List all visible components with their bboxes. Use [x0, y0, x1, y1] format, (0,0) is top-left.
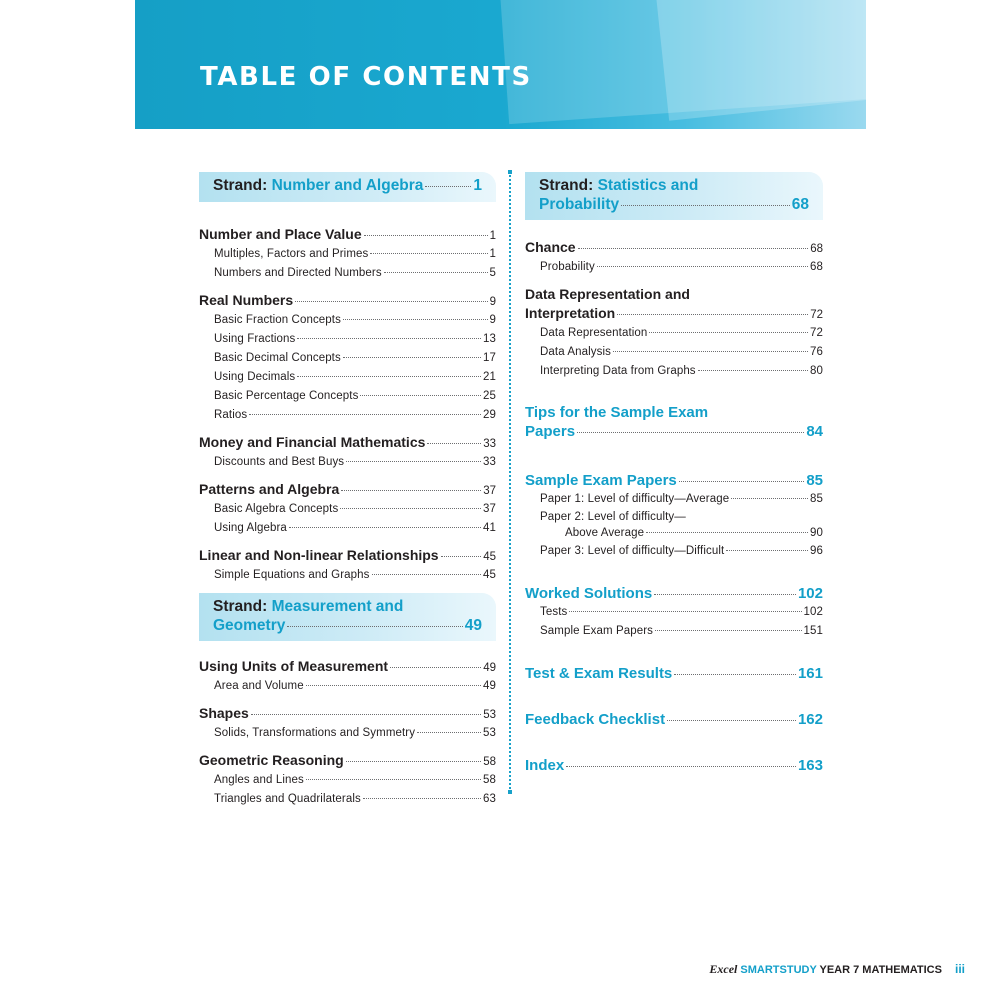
page-footer [709, 962, 965, 977]
spacer [199, 585, 496, 593]
spacer [525, 220, 823, 230]
entry-title: Worked Solutions [525, 585, 653, 602]
toc-subentry[interactable] [199, 264, 496, 283]
page-number: 85 [806, 472, 823, 489]
spacer [525, 729, 823, 756]
leader-dots [726, 550, 808, 551]
toc-subentry[interactable] [199, 500, 496, 519]
page-number: 1 [489, 248, 496, 260]
spacer [525, 381, 823, 403]
entry-title: Sample Exam Papers [525, 472, 677, 489]
strand-statistics-and-probability[interactable] [525, 172, 823, 220]
page-number: 58 [483, 756, 496, 768]
toc-subentry[interactable] [525, 258, 823, 277]
toc-subentry[interactable] [199, 245, 496, 264]
leader-dots [597, 266, 808, 267]
page-number: 37 [483, 503, 496, 515]
leader-dots [613, 351, 808, 352]
spacer [199, 202, 496, 217]
entry-title: Basic Decimal Concepts [214, 352, 341, 364]
entry-title: Ratios [214, 409, 248, 421]
page-number: 5 [489, 267, 496, 279]
entry-title: Multiples, Factors and Primes [214, 248, 369, 260]
leader-dots [731, 498, 808, 499]
leader-dots [679, 481, 805, 482]
strand-name-line2: Geometry [213, 617, 286, 634]
entry-title: Paper 1: Level of difficulty—Average [540, 493, 730, 505]
leader-dots [646, 532, 808, 533]
entry-title: Paper 3: Level of difficulty—Difficult [540, 545, 725, 557]
entry-title-line: Tips for the Sample Exam [525, 404, 709, 421]
entry-title: Angles and Lines [214, 774, 304, 786]
entry-title: Feedback Checklist [525, 711, 666, 728]
entry-title: Probability [540, 261, 595, 273]
entry-title: Basic Fraction Concepts [214, 314, 341, 326]
strand-name-line2: Probability [539, 196, 620, 213]
leader-dots [249, 414, 481, 415]
toc-subentry[interactable] [525, 542, 823, 561]
entry-title: Area and Volume [214, 680, 304, 692]
page-number: 49 [483, 680, 496, 692]
page-number: 53 [483, 709, 496, 721]
banner-sheen-light [644, 0, 866, 121]
leader-dots [617, 314, 808, 315]
entry-title: Interpretation [525, 305, 616, 321]
toc-subentry[interactable] [199, 368, 496, 387]
toc-subentry[interactable] [199, 311, 496, 330]
footer-subject: YEAR 7 MATHEMATICS [819, 964, 942, 976]
page-number: 9 [489, 296, 496, 308]
toc-subentry[interactable] [525, 324, 823, 343]
toc-page [135, 0, 866, 1000]
page-number: 68 [810, 243, 823, 255]
footer-series: SMARTSTUDY [740, 964, 817, 976]
page-number: 162 [797, 711, 823, 728]
toc-subentry[interactable] [525, 343, 823, 362]
page-number: 68 [791, 196, 809, 213]
leader-dots [569, 611, 801, 612]
page-number: 29 [483, 409, 496, 421]
leader-dots [417, 732, 481, 733]
strand-name: Statistics and [597, 177, 699, 194]
entry-title: Using Fractions [214, 333, 296, 345]
toc-subentry[interactable] [525, 362, 823, 381]
page-number: 1 [489, 230, 496, 242]
toc-subentry[interactable] [199, 519, 496, 538]
entry-title: Basic Percentage Concepts [214, 390, 359, 402]
page-number: 33 [483, 438, 496, 450]
right-column [525, 172, 823, 775]
toc-entry-number-and-place-value[interactable] [199, 226, 496, 245]
toc-subentry[interactable] [199, 566, 496, 585]
page-number: 45 [483, 551, 496, 563]
spacer [525, 441, 823, 471]
entry-title [213, 176, 423, 195]
page-number: 53 [483, 727, 496, 739]
entry-title: Shapes [199, 705, 249, 721]
toc-subentry[interactable] [199, 406, 496, 425]
toc-entry-patterns-and-algebra[interactable] [199, 481, 496, 500]
entry-title: Sample Exam Papers [540, 625, 654, 637]
leader-dots [698, 370, 808, 371]
page-number: 96 [810, 545, 823, 557]
toc-entry-feedback-checklist[interactable] [525, 710, 823, 729]
leader-dots [372, 574, 482, 575]
page-number: 102 [797, 585, 823, 602]
entry-title-line: Data Representation and [525, 286, 690, 302]
entry-title: Index [525, 757, 565, 774]
toc-entry-real-numbers[interactable] [199, 292, 496, 311]
page-number: 163 [797, 757, 823, 774]
page-number: 41 [483, 522, 496, 534]
toc-subentry[interactable] [199, 387, 496, 406]
leader-dots [566, 766, 796, 767]
page-number: 90 [810, 527, 823, 539]
entry-title: Basic Algebra Concepts [214, 503, 339, 515]
leader-dots [621, 205, 790, 206]
page-number: 102 [803, 606, 823, 618]
entry-title: Linear and Non-linear Relationships [199, 547, 439, 563]
toc-subentry[interactable] [525, 490, 823, 509]
toc-entry-data-representation[interactable] [525, 286, 823, 324]
strand-measurement-and-geometry[interactable] [199, 593, 496, 641]
page-number: 9 [489, 314, 496, 326]
leader-dots [441, 556, 482, 557]
leader-dots [364, 235, 488, 236]
entry-title: Data Analysis [540, 346, 611, 358]
entry-title: Using Algebra [214, 522, 287, 534]
leader-dots [346, 461, 481, 462]
page-number: 49 [464, 617, 482, 634]
column-divider [509, 172, 511, 792]
toc-subentry-line1: Paper 2: Level of difficulty— [540, 511, 686, 523]
leader-dots [654, 594, 796, 595]
toc-subentry[interactable] [199, 771, 496, 790]
page-number: 21 [483, 371, 496, 383]
toc-entry-linear-relationships[interactable] [199, 547, 496, 566]
spacer [199, 641, 496, 649]
page-title: TABLE OF CONTENTS [200, 62, 532, 92]
entry-title: Simple Equations and Graphs [214, 569, 370, 581]
entry-title: Money and Financial Mathematics [199, 434, 426, 450]
toc-subentry[interactable] [525, 603, 823, 622]
leader-dots [346, 761, 482, 762]
left-column [199, 172, 496, 809]
leader-dots [340, 508, 481, 509]
toc-entry-sample-exam-papers[interactable] [525, 471, 823, 490]
toc-subentry[interactable] [525, 622, 823, 641]
page-number: 37 [483, 485, 496, 497]
entry-title: Geometric Reasoning [199, 752, 344, 768]
page-number: 76 [810, 346, 823, 358]
entry-title: Triangles and Quadrilaterals [214, 793, 361, 805]
entry-title: Solids, Transformations and Symmetry [214, 727, 416, 739]
leader-dots [649, 332, 808, 333]
toc-entry-geometric-reasoning[interactable] [199, 752, 496, 771]
leader-dots [341, 490, 481, 491]
leader-dots [306, 779, 481, 780]
strand-name: Number and Algebra [271, 177, 424, 194]
entry-title: Above Average [565, 527, 645, 539]
strand-label: Strand: [539, 177, 594, 194]
toc-entry-test-exam-results[interactable] [525, 664, 823, 683]
page-number: 17 [483, 352, 496, 364]
leader-dots [390, 667, 481, 668]
toc-subentry[interactable] [199, 330, 496, 349]
leader-dots [674, 674, 796, 675]
leader-dots [667, 720, 796, 721]
entry-title: Test & Exam Results [525, 665, 673, 682]
leader-dots [425, 186, 471, 187]
leader-dots [578, 248, 809, 249]
spacer [525, 683, 823, 710]
page-number: 45 [483, 569, 496, 581]
toc-entry-tips[interactable] [525, 403, 823, 441]
entry-title: Tests [540, 606, 568, 618]
footer-page-number: iii [954, 962, 965, 976]
toc-subentry[interactable] [199, 349, 496, 368]
strand-name: Measurement and [271, 598, 404, 615]
page-number: 151 [803, 625, 823, 637]
leader-dots [343, 357, 481, 358]
page-number: 58 [483, 774, 496, 786]
toc-entry-money-and-financial-mathematics[interactable] [199, 434, 496, 453]
page-number: 63 [483, 793, 496, 805]
entry-title: Real Numbers [199, 292, 294, 308]
header-banner [135, 0, 866, 129]
leader-dots [363, 798, 481, 799]
leader-dots [251, 714, 481, 715]
entry-title: Using Decimals [214, 371, 296, 383]
toc-entry-worked-solutions[interactable] [525, 584, 823, 603]
entry-title: Using Units of Measurement [199, 658, 389, 674]
leader-dots [287, 626, 462, 627]
entry-title: Papers [525, 423, 576, 440]
page-number: 72 [810, 327, 823, 339]
leader-dots [295, 301, 487, 302]
entry-title: Chance [525, 239, 576, 255]
strand-number-and-algebra[interactable] [199, 172, 496, 202]
leader-dots [297, 338, 481, 339]
page-number: 84 [806, 423, 823, 440]
entry-title: Interpreting Data from Graphs [540, 365, 696, 377]
entry-title: Data Representation [540, 327, 648, 339]
leader-dots [384, 272, 488, 273]
page-number: 85 [810, 493, 823, 505]
strand-label: Strand: [213, 598, 268, 615]
toc-entry-units-of-measurement[interactable] [199, 658, 496, 677]
spacer [525, 561, 823, 584]
page-number: 68 [810, 261, 823, 273]
entry-title: Numbers and Directed Numbers [214, 267, 382, 279]
toc-subentry[interactable] [199, 453, 496, 472]
toc-entry-chance[interactable] [525, 239, 823, 258]
footer-brand: Excel [709, 962, 738, 976]
page-number: 33 [483, 456, 496, 468]
page-number: 80 [810, 365, 823, 377]
page-number: 49 [483, 662, 496, 674]
page-number: 13 [483, 333, 496, 345]
toc-entry-shapes[interactable] [199, 705, 496, 724]
leader-dots [289, 527, 481, 528]
page-number: 25 [483, 390, 496, 402]
leader-dots [427, 443, 481, 444]
page-number: 1 [473, 177, 482, 194]
leader-dots [655, 630, 801, 631]
entry-title: Patterns and Algebra [199, 481, 340, 497]
leader-dots [370, 253, 487, 254]
toc-entry-index[interactable] [525, 756, 823, 775]
toc-subentry[interactable] [199, 790, 496, 809]
toc-subentry[interactable] [199, 724, 496, 743]
leader-dots [577, 432, 804, 433]
page-number: 161 [797, 665, 823, 682]
toc-subentry[interactable] [525, 525, 823, 542]
page-number: 72 [810, 309, 823, 321]
toc-subentry[interactable] [199, 677, 496, 696]
entry-title: Discounts and Best Buys [214, 456, 345, 468]
leader-dots [297, 376, 481, 377]
leader-dots [360, 395, 481, 396]
entry-title: Number and Place Value [199, 226, 362, 242]
leader-dots [306, 685, 481, 686]
spacer [525, 641, 823, 664]
leader-dots [343, 319, 488, 320]
strand-label: Strand: [213, 177, 268, 194]
